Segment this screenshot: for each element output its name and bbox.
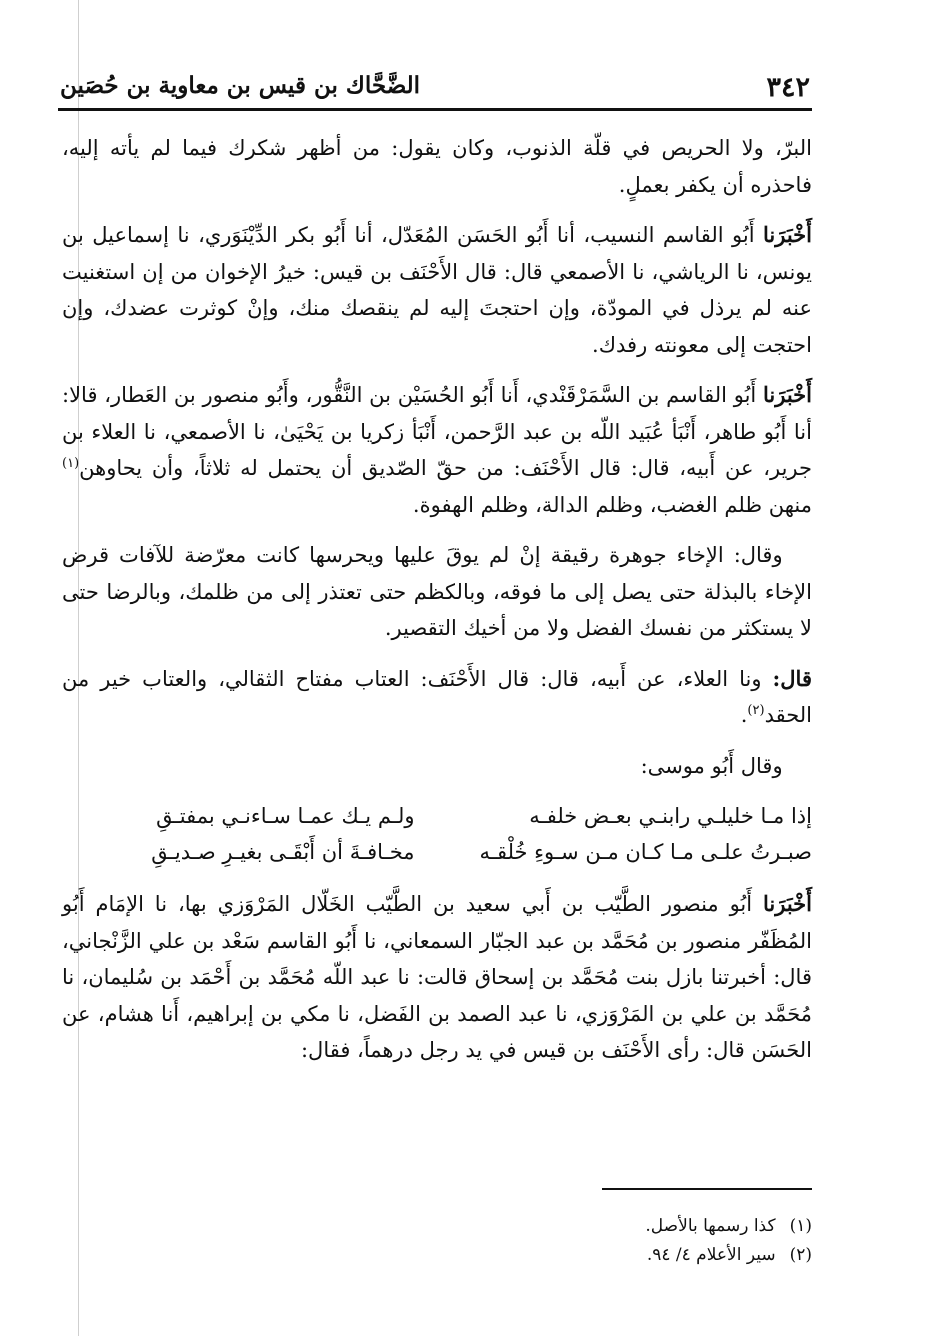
paragraph-text: ونا العلاء، عن أَبيه، قال: قال الأَحْنَف: العتاب مفتاح الثقالي، والعتاب خير من الحقد	[62, 666, 812, 727]
paragraph-text: أَبُو منصور الطَّيّب بن أَبي سعيد بن الطَّيّب الخَلّال المَرْوَزي بها، نا الإمَام أَبُو المُظَفّر منصور بن مُحَمَّد بن عبد الجبّار السمعاني، نا أَبُو القاسم سَعْد بن علي الزَّنْجاني، قال: أخبرتنا بازل بنت مُحَمَّد بن إسحاق قالت: نا عبد اللّه مُحَمَّد بن أَحْمَد بن سُليمان، نا مُحَمَّد بن علي بن المَرْوَزي، نا عبد الصمد بن الفَضل، نا مكي بن إبراهيم، أَنا هشام، عن الحَسَن قال: رأى الأَحْنَف بن قيس في يد رجل درهماً، فقال:	[62, 892, 812, 1062]
paragraph	[62, 748, 812, 785]
paragraph-keyword: أَخْبَرَنا	[763, 382, 812, 407]
running-title: الضَّحَّاك بن قيس بن معاوية بن حُصَين	[60, 72, 421, 99]
footnote-number: (٢)	[789, 1245, 812, 1265]
paragraph	[62, 377, 812, 523]
paragraph	[62, 661, 812, 734]
paragraph-keyword: أَخْبَرَنا	[763, 891, 812, 916]
paragraph-text: وقال أَبُو موسى:	[640, 753, 783, 778]
poem-verse	[62, 834, 812, 870]
poem-hemistich-first: صبـرتُ علـى مـا كـان مـن سـوءِ خُلْقـه	[479, 840, 812, 864]
header-rule	[58, 108, 812, 111]
paragraph-text: وقال: الإخاء جوهرة رقيقة إنْ لم يوقَ عليها ويحرسها كانت معرّضة للآفات قرض الإخاء بالبذلة حتى يصل إلى ما فوقه، وبالكظم حتى تعتذر إلى من ظلمك، وبالرضا حتى لا يستكثر من نفسك الفضل ولا من أخيك التقصير.	[62, 543, 812, 640]
poem-verse	[62, 798, 812, 834]
paragraph-keyword: أَخْبَرَنا	[763, 222, 812, 247]
paragraph-text-tail: .	[740, 703, 748, 727]
paragraph	[62, 217, 812, 363]
page-header	[60, 66, 810, 110]
poem-hemistich-second: مخـافـةَ أن أَبْقَـى بغيـرِ صـديـقِ	[151, 840, 415, 864]
body-text	[62, 130, 812, 1083]
paragraph-text: أَبُو القاسم النسيب، أنا أَبُو الحَسَن المُعَدّل، أنا أَبُو بكر الدِّيْنَوَري، نا إسماعيل بن يونس، نا الرياشي، نا الأصمعي قال: قال الأَحْنَف بن قيس: خيرُ الإخوان من إن استغنيت عنه لم يرذل في المودّة، وإن احتجتَ إليه لم ينقصك منك، وإنْ كوثرت عضدك، وإن احتجت إلى معونته رفدك.	[62, 223, 812, 357]
footnote-text: كذا رسمها بالأصل.	[645, 1216, 776, 1236]
footnote-text: سير الأعلام ٤/ ٩٤.	[646, 1245, 776, 1265]
paragraph-text: أَبُو القاسم بن السَّمَرْقَنْدي، أَنا أَبُو الحُسَيْن بن النَّقُّور، وأَبُو منصور بن العَطار، قالا: أنا أَبُو طاهر، أَنْبَأ عُبَيد اللّه بن عبد الرَّحمن، أَنْبَأ زكريا بن يَحْيَىٰ، نا الأصمعي، نا العلاء بن جرير، عن أَبيه، قال: قال الأَحْنَف: من حقّ الصّديق أن يحتمل له ثلاثاً، وأن يحاوهن	[62, 383, 812, 480]
paragraph	[62, 537, 812, 647]
footnotes	[320, 1212, 812, 1270]
page-number: ٣٤٢	[766, 72, 810, 103]
footnote	[320, 1241, 812, 1270]
paragraph-text-tail: منهن ظلم الغضب، وظلم الدالة، وظلم الهفوة.	[412, 492, 812, 517]
footnote-ref: (٢)	[747, 703, 765, 718]
footnote-ref: (١)	[62, 456, 80, 471]
paragraph	[62, 130, 812, 203]
paragraph	[62, 886, 812, 1069]
footnote-number: (١)	[789, 1216, 812, 1236]
footnote	[320, 1212, 812, 1241]
footnote-rule	[602, 1188, 812, 1190]
paragraph-keyword: قال:	[772, 665, 812, 691]
poem-hemistich-first: إذا مـا خليلـي رابنـي بعـض خلفـه	[529, 804, 812, 828]
poem	[62, 798, 812, 870]
poem-hemistich-second: ولـم يـك عمـا سـاءنـي بمفتـقِ	[156, 804, 415, 828]
paragraph-text: البرّ، ولا الحريص في قلّة الذنوب، وكان يقول: من أظهر شكرك فيما لم يأته إليه، فاحذره أن يكفر بعملٍ.	[62, 136, 812, 197]
